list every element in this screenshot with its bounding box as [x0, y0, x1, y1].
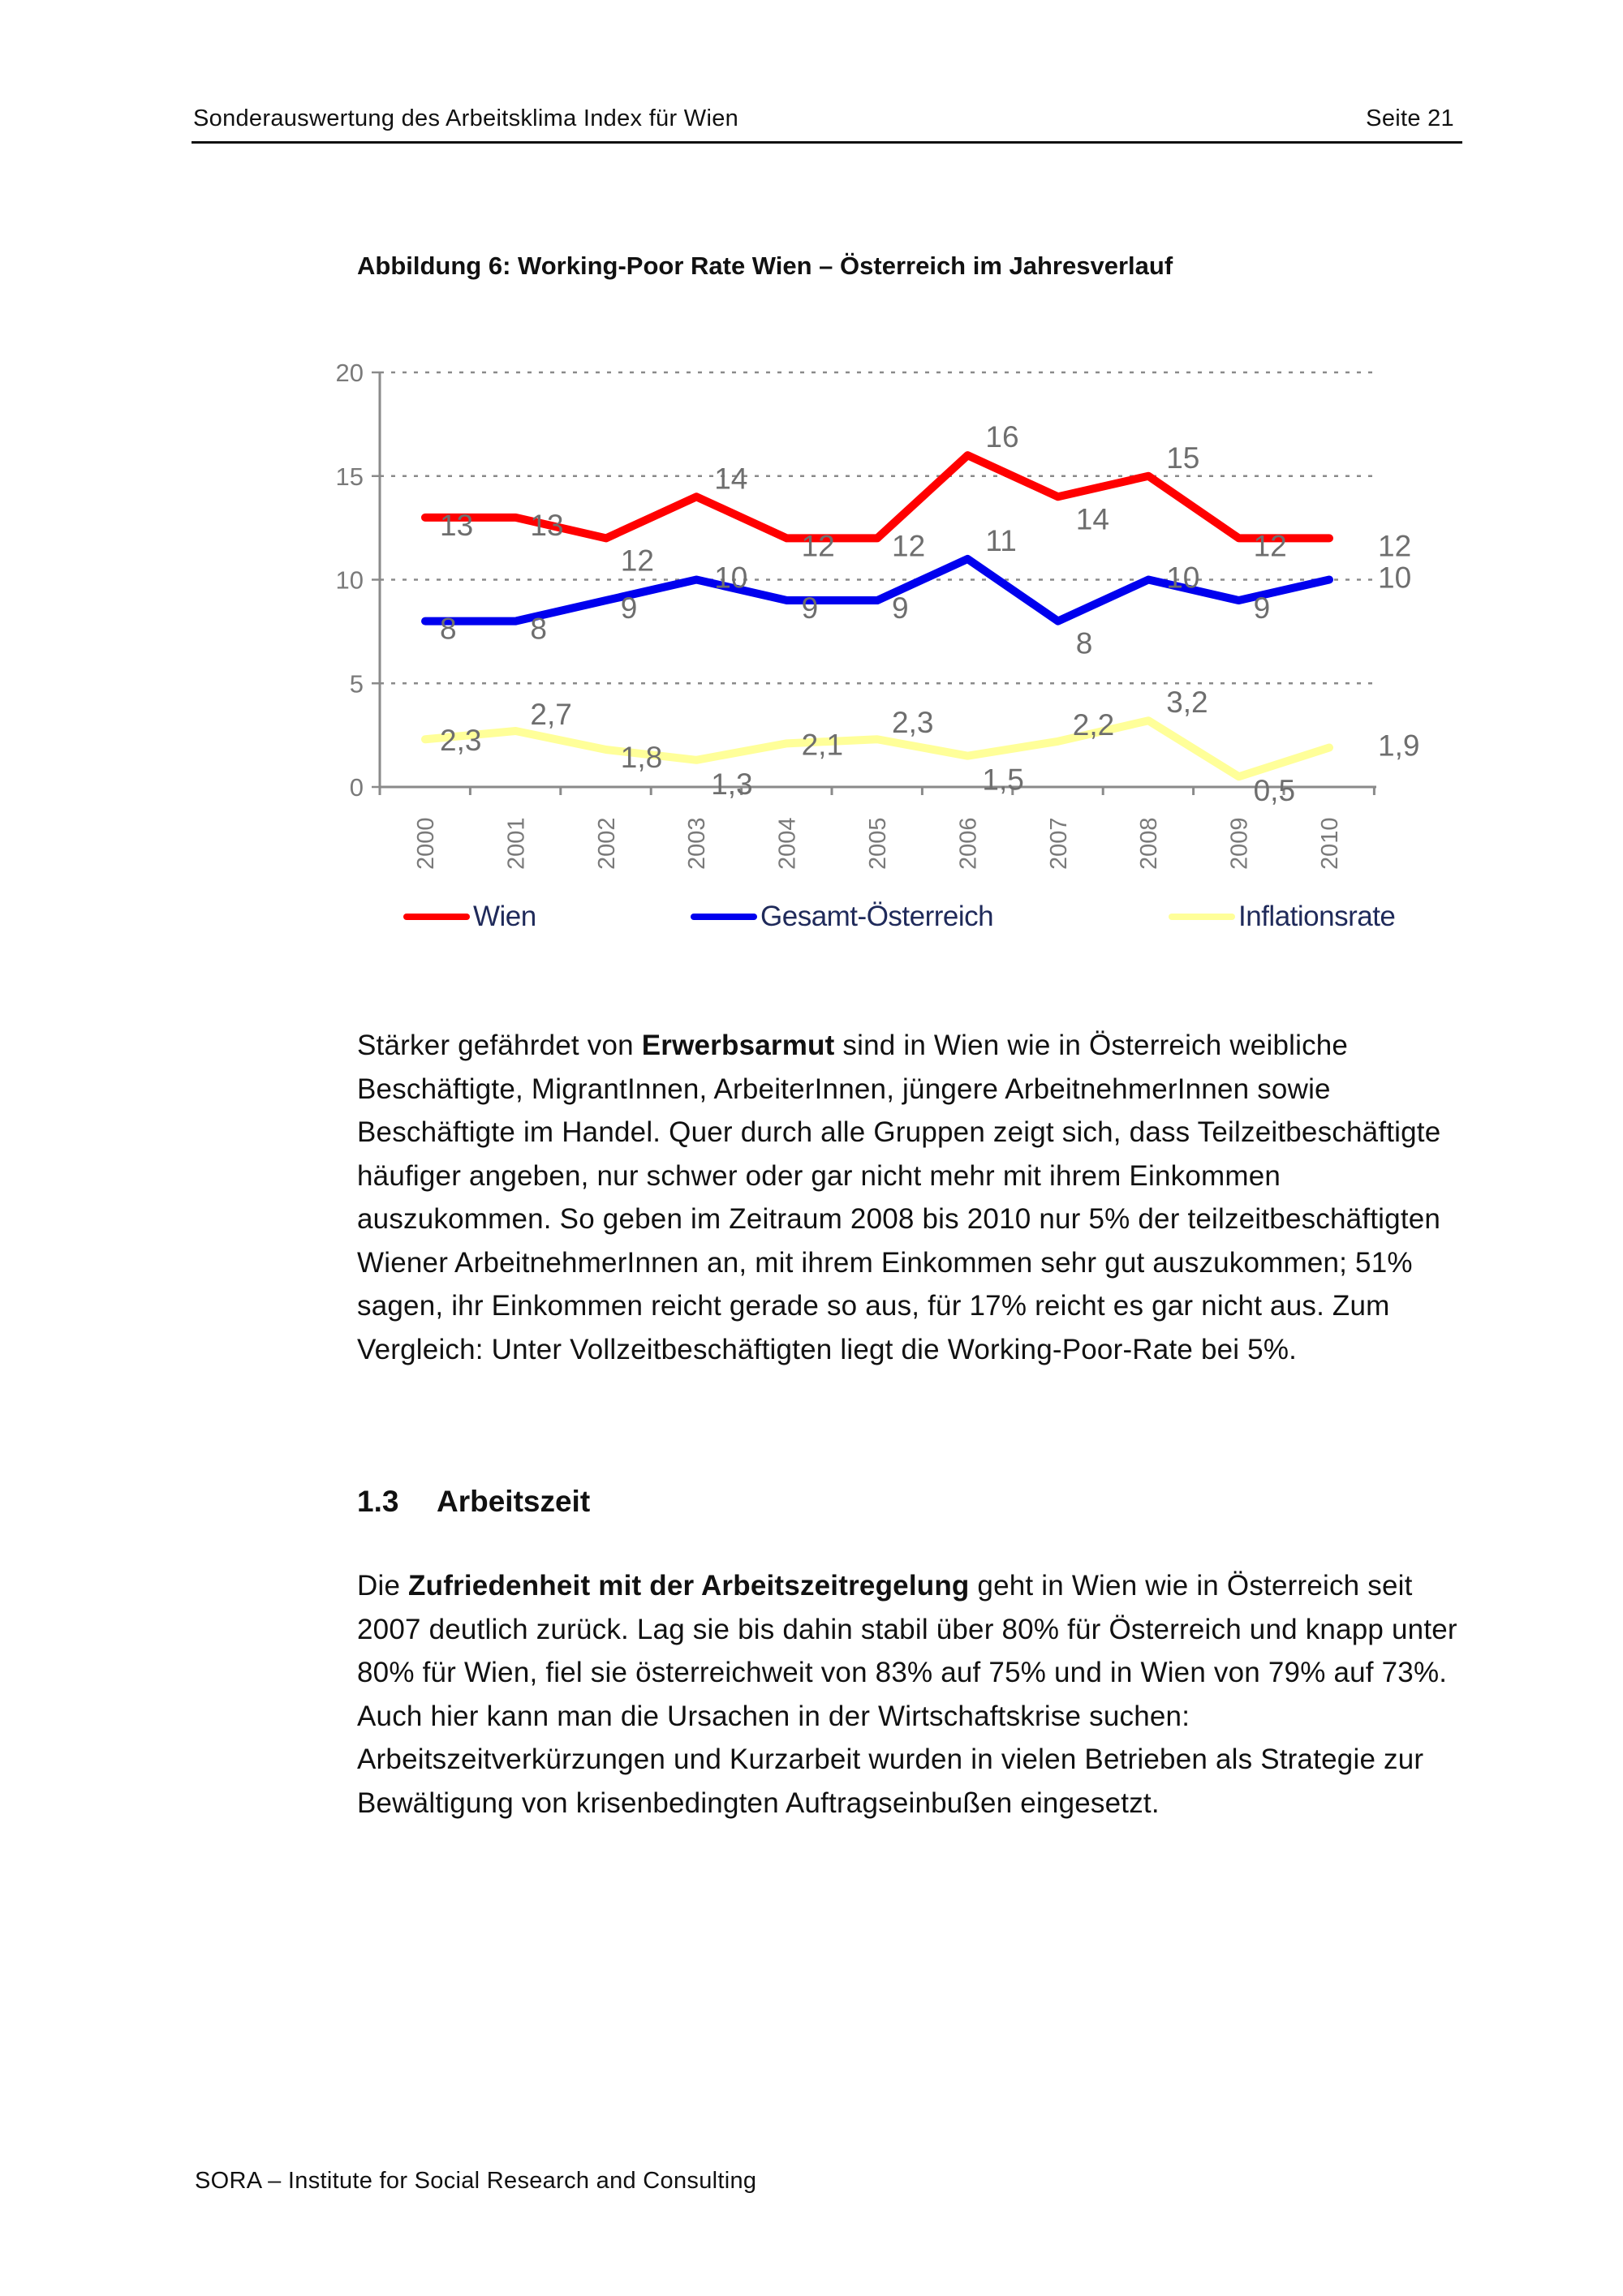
chart-legend — [0, 901, 1623, 941]
paragraph-arbeitszeit — [357, 1564, 1477, 1825]
legend-label: Wien — [473, 901, 536, 932]
x-tick-label: 2009 — [1226, 817, 1253, 870]
data-label: 2,1 — [801, 728, 844, 762]
page-footer: SORA – Institute for Social Research and Consulting — [195, 2168, 757, 2194]
page-number: Seite 21 — [1366, 105, 1454, 131]
data-label: 1,8 — [620, 741, 663, 775]
x-tick-label: 2000 — [413, 817, 439, 870]
paragraph-erwerbsarmut — [357, 1024, 1477, 1371]
chart-canvas — [0, 0, 1623, 974]
section-number: 1.3 — [357, 1485, 399, 1518]
x-tick-label: 2010 — [1317, 817, 1343, 870]
data-label: 2,7 — [530, 698, 572, 732]
legend-swatch-oesterreich — [691, 914, 757, 920]
x-tick-label: 2001 — [503, 817, 530, 870]
x-tick-label: 2002 — [593, 817, 620, 870]
data-label: 10 — [714, 561, 748, 595]
data-label: 10 — [1166, 561, 1200, 595]
paragraph-text: Stärker gefährdet von — [357, 1030, 642, 1061]
header-title: Sonderauswertung des Arbeitsklima Index für Wien — [193, 105, 739, 131]
x-tick-label: 2005 — [865, 817, 891, 870]
data-label: 12 — [620, 544, 654, 578]
section-title: Arbeitszeit — [437, 1485, 591, 1518]
data-label: 0,5 — [1253, 774, 1296, 808]
figure-caption: Abbildung 6: Working-Poor Rate Wien – Österreich im Jahresverlauf — [357, 252, 1173, 280]
y-tick-label: 10 — [335, 565, 364, 595]
data-label: 13 — [440, 508, 474, 542]
paragraph-text: geht in Wien wie in Österreich seit 2007 deutlich zurück. Lag sie bis dahin stabil über 80% für Österreich und knapp unter 80% für Wien, fiel sie österreichweit von 83% auf 75% und in Wien von 79% auf 73%. Auch hier kann man die Ursachen in der Wirtschaftskrise suchen: Arbeitszeitverkürzungen und Kurzarbeit wurden in vielen Betrieben als Strategie zur Bewältigung von krisenbedingten Auftragseinbußen eingesetzt. — [357, 1570, 1457, 1819]
legend-label: Gesamt-Österreich — [760, 901, 994, 932]
data-label: 3,2 — [1166, 686, 1208, 720]
data-label: 9 — [1253, 591, 1271, 626]
y-tick-label: 15 — [335, 462, 364, 491]
x-tick-label: 2007 — [1045, 817, 1072, 870]
x-tick-label: 2008 — [1136, 817, 1163, 870]
data-label: 9 — [892, 591, 909, 626]
legend-swatch-wien — [403, 914, 470, 920]
x-tick-label: 2004 — [774, 817, 801, 870]
data-label: 12 — [1378, 529, 1412, 563]
legend-label: Inflationsrate — [1238, 901, 1396, 932]
y-tick-label: 20 — [335, 359, 364, 387]
paragraph-emphasis: Zufriedenheit mit der Arbeitszeitregelung — [408, 1570, 970, 1602]
legend-item-oesterreich — [691, 901, 993, 933]
data-label: 12 — [801, 529, 835, 563]
data-label: 11 — [985, 523, 1017, 557]
data-label: 13 — [530, 508, 564, 542]
data-label: 10 — [1378, 561, 1412, 595]
data-label: 2,3 — [892, 706, 934, 740]
x-tick-label: 2006 — [955, 817, 982, 870]
y-tick-label: 5 — [349, 669, 364, 699]
paragraph-text: Die — [357, 1570, 409, 1602]
x-tick-label: 2003 — [684, 817, 711, 870]
data-label: 1,5 — [982, 763, 1024, 797]
legend-swatch-inflation — [1169, 914, 1235, 920]
data-label: 1,3 — [711, 767, 753, 801]
data-label: 9 — [801, 591, 819, 626]
data-label: 15 — [1166, 441, 1200, 475]
y-tick-label: 0 — [349, 773, 364, 802]
data-label: 1,9 — [1378, 729, 1420, 763]
data-label: 8 — [1075, 626, 1093, 660]
data-label: 12 — [892, 529, 926, 563]
data-label: 14 — [1075, 502, 1109, 536]
data-label: 2,3 — [440, 724, 482, 758]
data-label: 16 — [985, 420, 1019, 454]
data-label: 9 — [620, 591, 638, 626]
legend-item-wien — [403, 901, 536, 933]
data-label: 8 — [440, 612, 457, 646]
section-heading — [357, 1485, 590, 1519]
data-label: 14 — [714, 462, 748, 496]
data-label: 2,2 — [1072, 707, 1115, 742]
data-label: 8 — [530, 612, 547, 646]
data-label: 12 — [1253, 529, 1287, 563]
line-chart — [0, 0, 1623, 974]
legend-item-inflation — [1169, 901, 1395, 933]
paragraph-emphasis: Erwerbsarmut — [641, 1030, 835, 1061]
paragraph-text: sind in Wien wie in Österreich weibliche Beschäftigte, MigrantInnen, ArbeiterInnen, jüngere ArbeitnehmerInnen sowie Beschäftigte im Handel. Quer durch alle Gruppen zeigt sich, dass Teilzeitbeschäftigte häufiger angeben, nur schwer oder gar nicht mehr mit ihrem Einkommen auszukommen. So geben im Zeitraum 2008 bis 2010 nur 5% der teilzeitbeschäftigten Wiener ArbeitnehmerInnen an, mit ihrem Einkommen sehr gut auszukommen; 51% sagen, ihr Einkommen reicht gerade so aus, für 17% reicht es gar nicht aus. Zum Vergleich: Unter Vollzeitbeschäftigten liegt die Working-Poor-Rate bei 5%. — [357, 1030, 1441, 1365]
